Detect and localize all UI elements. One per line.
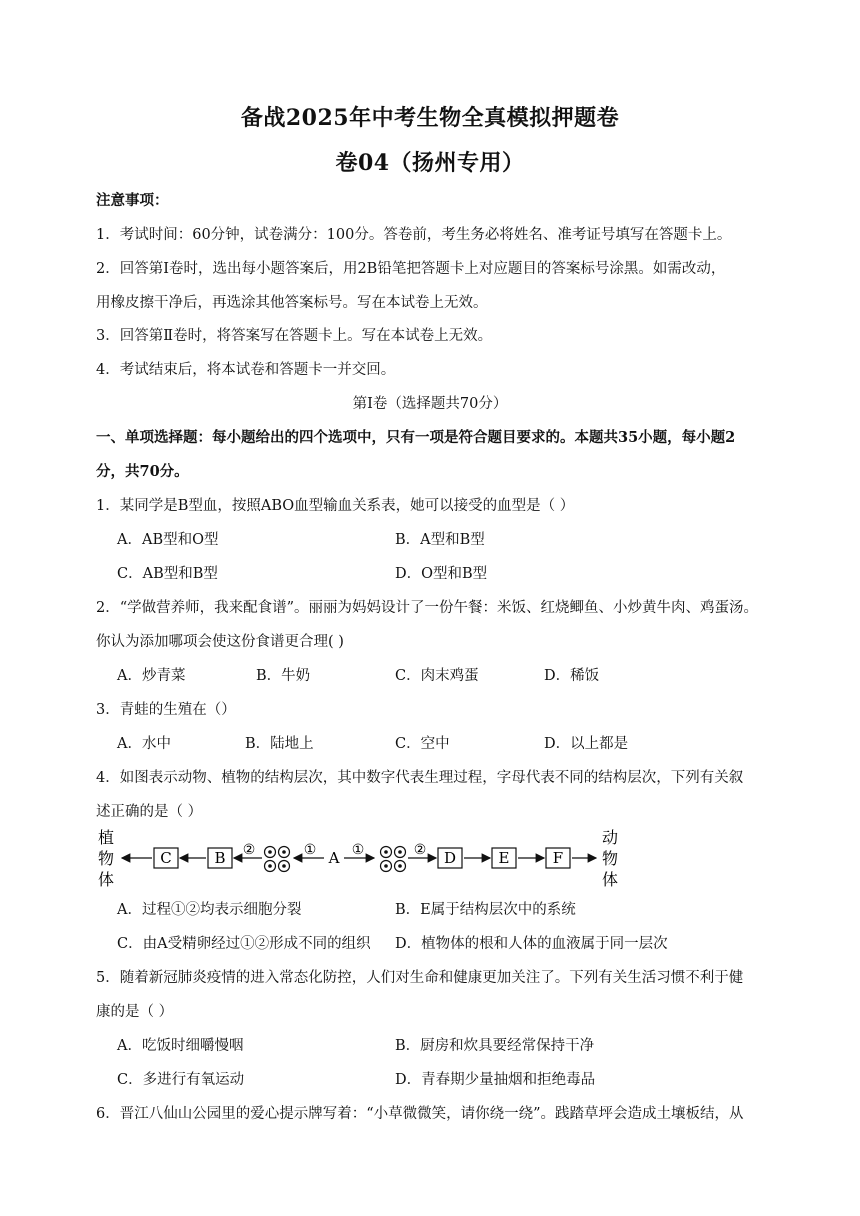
option-b: B．陆地上 — [245, 736, 314, 752]
cell-cluster-icon — [381, 847, 406, 872]
option-c: C．肉末鸡蛋 — [395, 668, 479, 684]
option-a: A．AB型和O型 — [117, 532, 219, 548]
step-label: ① — [351, 842, 365, 858]
option-d: D．O型和B型 — [395, 566, 488, 582]
option-c: C．由A受精卵经过①②形成不同的组织 — [117, 936, 371, 952]
question-stem: 2．“学做营养师，我来配食谱”。丽丽为妈妈设计了一份午餐：米饭、红烧鲫鱼、小炒黄牛肉、鸡蛋汤。 — [96, 600, 759, 616]
option-d: D．青春期少量抽烟和拒绝毒品 — [395, 1072, 596, 1088]
question-stem: 6．晋江八仙山公园里的爱心提示牌写着：“小草微微笑，请你绕一绕”。践踏草坪会造成土壤板结，从 — [96, 1106, 744, 1122]
notice-item: 3．回答第Ⅱ卷时，将答案写在答题卡上。写在本试卷上无效。 — [96, 328, 493, 344]
level-box-b-label: B — [214, 849, 226, 867]
option-a: A．吃饭时细嚼慢咽 — [117, 1038, 244, 1054]
notice-item: 1．考试时间：60分钟，试卷满分：100分。答卷前，考生务必将姓名、准考证号填写在答题卡上。 — [96, 227, 732, 243]
question-stem: 述正确的是（ ） — [96, 804, 203, 820]
option-a: A．过程①②均表示细胞分裂 — [117, 902, 302, 918]
option-d: D．以上都是 — [544, 736, 629, 752]
option-a: A．炒青菜 — [117, 668, 186, 684]
option-a: A．水中 — [117, 736, 171, 752]
animal-label: 物 — [601, 849, 619, 868]
option-c: C．空中 — [395, 736, 450, 752]
animal-label: 体 — [601, 870, 619, 889]
level-box-f-label: F — [552, 849, 564, 867]
notice-item: 2．回答第Ⅰ卷时，选出每小题答案后，用2B铅笔把答题卡上对应题目的答案标号涂黑。如需改动， — [96, 261, 726, 277]
plant-label: 植 — [97, 828, 115, 847]
part-instructions: 分，共70分。 — [96, 463, 189, 480]
notice-heading: 注意事项： — [96, 192, 169, 209]
question-stem: 5．随着新冠肺炎疫情的进入常态化防控，人们对生命和健康更加关注了。下列有关生活习惯不利于健 — [96, 970, 744, 986]
cell-cluster-icon — [265, 847, 290, 872]
notice-item: 4．考试结束后，将本试卷和答题卡一并交回。 — [96, 362, 396, 378]
option-c: C．多进行有氧运动 — [117, 1072, 245, 1088]
option-d: D．植物体的根和人体的血液属于同一层次 — [395, 936, 668, 952]
option-b: B．E属于结构层次中的系统 — [395, 902, 576, 918]
plant-label: 物 — [97, 849, 115, 868]
option-b: B．厨房和炊具要经常保持干净 — [395, 1038, 595, 1054]
level-box-d-label: D — [443, 849, 457, 867]
level-box-c-label: C — [160, 849, 172, 867]
plant-label: 体 — [97, 870, 115, 889]
question-stem: 康的是（ ） — [96, 1004, 174, 1020]
level-a-label: A — [328, 849, 340, 867]
option-b: B．牛奶 — [256, 668, 311, 684]
question-stem: 3．青蛙的生殖在（） — [96, 702, 236, 718]
exam-subtitle: 卷04（扬州专用） — [335, 150, 525, 176]
exam-title: 备战2025年中考生物全真模拟押题卷 — [240, 105, 620, 131]
notice-item: 用橡皮擦干净后，再选涂其他答案标号。写在本试卷上无效。 — [96, 295, 488, 311]
option-d: D．稀饭 — [544, 668, 600, 684]
level-box-e-label: E — [498, 849, 510, 867]
question-stem: 1．某同学是B型血，按照ABO血型输血关系表，她可以接受的血型是（ ） — [96, 498, 575, 514]
question-stem: 4．如图表示动物、植物的结构层次，其中数字代表生理过程，字母代表不同的结构层次，下列有关叙 — [96, 770, 744, 786]
option-c: C．AB型和B型 — [117, 566, 218, 582]
step-label: ① — [303, 842, 317, 858]
step-label: ② — [413, 842, 427, 858]
section-title: 第Ⅰ卷（选择题共70分） — [352, 396, 508, 412]
step-label: ② — [242, 842, 256, 858]
part-instructions: 一、单项选择题：每小题给出的四个选项中，只有一项是符合题目要求的。本题共35小题，每小题2 — [96, 429, 736, 446]
animal-label: 动 — [601, 828, 619, 847]
structure-hierarchy-diagram — [96, 822, 736, 894]
option-b: B．A型和B型 — [395, 532, 485, 548]
question-stem: 你认为添加哪项会使这份食谱更合理( ) — [96, 634, 344, 650]
